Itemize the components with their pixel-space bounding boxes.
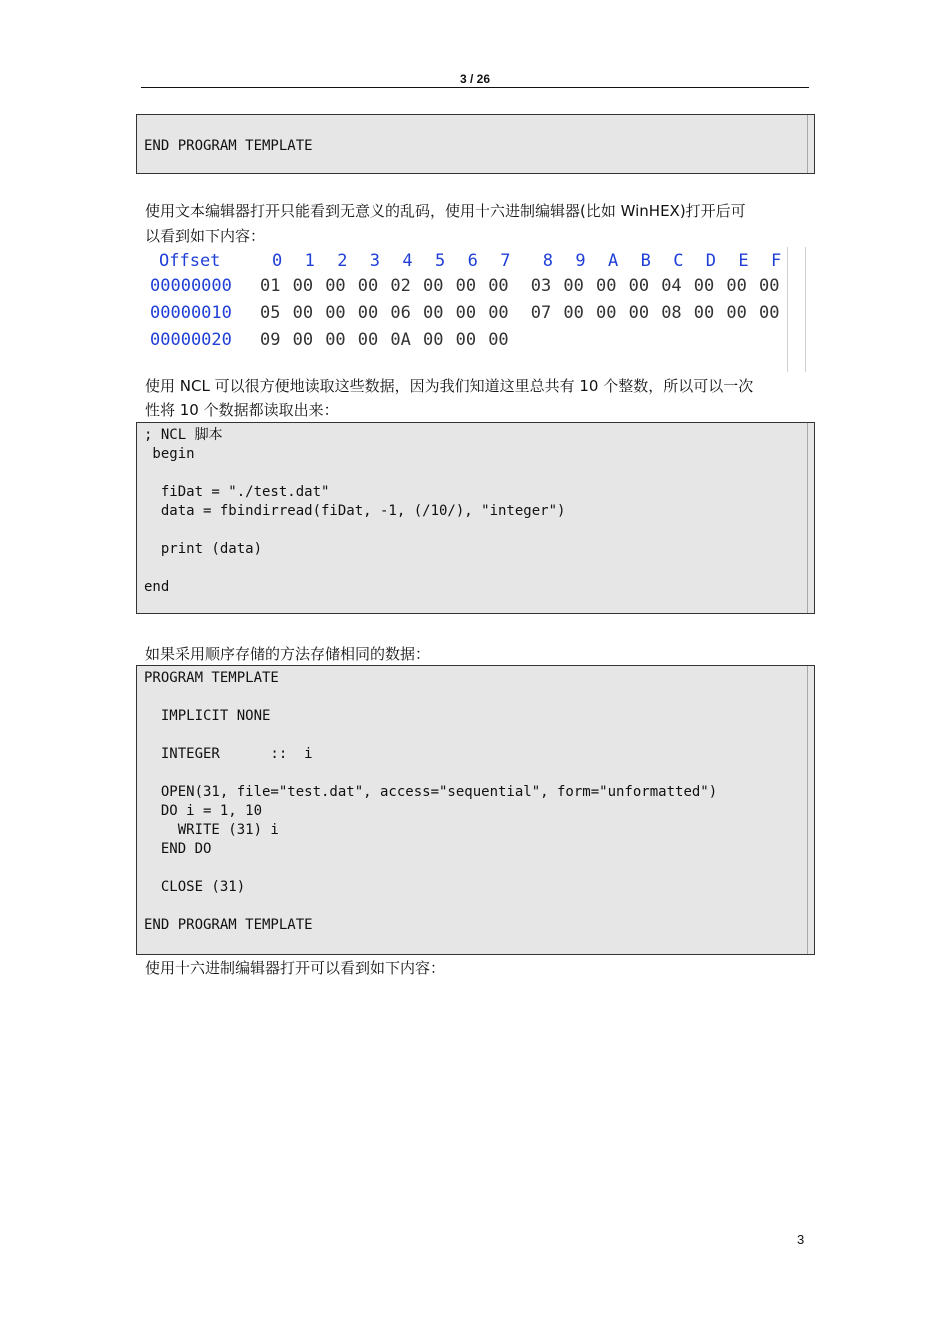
code-line: END DO [144,841,212,857]
hex-byte: 01 [260,276,281,296]
page-number: 3 [797,1232,805,1247]
hex-byte: 00 [357,276,379,296]
hex-byte: 00 [488,303,509,323]
hex-byte: 00 [325,303,346,323]
hex-byte: 00 [628,303,650,323]
hex-byte: 03 [530,276,552,296]
hex-byte: 00 [292,276,314,296]
code-line: fiDat = "./test.dat" [144,484,330,500]
hex-byte: 00 [423,303,444,323]
code-line: END PROGRAM TEMPLATE [144,917,313,933]
code-line: INTEGER :: i [144,746,313,762]
hex-byte: 00 [423,276,444,296]
hex-column-header: 5 [435,251,446,271]
hex-address: 00000000 [150,276,232,296]
hex-column-header: 7 [500,251,511,271]
code-box-2 [136,422,815,614]
code-line: begin [144,446,195,462]
hex-offset-label: Offset [159,251,221,271]
code-line: PROGRAM TEMPLATE [144,670,279,686]
hex-column-header: 9 [575,251,586,271]
hex-column-header: C [673,251,684,271]
hex-byte: 00 [759,276,780,296]
hex-byte: 00 [563,276,584,296]
hex-column-header: 2 [337,251,348,271]
hex-byte: 00 [455,276,477,296]
hex-byte: 07 [530,303,552,323]
hex-editor-view [145,247,809,372]
code-line: data = fbindirread(fiDat, -1, (/10/), "integer") [144,503,566,519]
hex-byte: 04 [661,276,682,296]
hex-byte: 08 [661,303,682,323]
hex-byte: 00 [563,303,584,323]
code-box-3 [136,665,815,955]
hex-column-header: 0 [272,251,283,271]
hex-byte: 00 [455,303,477,323]
code-line: DO i = 1, 10 [144,803,263,819]
code-line: end [144,579,170,595]
hex-byte: 00 [693,303,715,323]
page-header: 3 / 26 [459,72,491,86]
hex-byte: 02 [390,276,411,296]
hex-divider [805,247,806,372]
hex-byte: 00 [596,276,617,296]
hex-byte: 00 [325,276,346,296]
code-line: print (data) [144,541,263,557]
hex-column-header: 6 [467,251,478,271]
hex-column-header: D [705,251,717,271]
hex-byte: 00 [693,276,715,296]
header-rule [141,87,809,88]
hex-column-header: 4 [402,251,413,271]
hex-byte: 00 [759,303,780,323]
code-line: CLOSE (31) [144,879,246,895]
hex-byte: 00 [292,303,314,323]
hex-column-header: B [640,251,651,271]
code-line: IMPLICIT NONE [144,708,271,724]
hex-row [145,276,785,298]
code-box-1 [136,114,815,174]
hex-byte: 0A [390,330,411,350]
hex-column-header: 1 [304,251,315,271]
hex-byte: 00 [455,330,477,350]
hex-column-header: 3 [369,251,381,271]
hex-byte: 00 [488,330,509,350]
hex-byte: 00 [628,276,650,296]
hex-row [145,303,785,325]
paragraph-1-line-1: 使用文本编辑器打开只能看到无意义的乱码，使用十六进制编辑器(比如 WinHEX)打开后可 [145,202,746,220]
hex-byte: 06 [390,303,411,323]
hex-byte: 00 [292,330,314,350]
hex-address: 00000010 [150,303,232,323]
code-line: ; NCL 脚本 [144,427,223,443]
hex-byte: 00 [726,303,747,323]
hex-byte: 00 [357,303,379,323]
code-line: WRITE (31) i [144,822,279,838]
hex-header-row [145,251,805,273]
code-line: END PROGRAM TEMPLATE [144,138,313,154]
hex-row [145,330,785,352]
hex-column-header: 8 [542,251,554,271]
hex-byte: 00 [423,330,444,350]
hex-column-header: E [738,251,749,271]
hex-byte: 00 [726,276,747,296]
hex-address: 00000020 [150,330,232,350]
paragraph-4: 使用十六进制编辑器打开可以看到如下内容： [145,959,446,977]
hex-byte: 05 [260,303,281,323]
paragraph-2-line-1: 使用 NCL 可以很方便地读取这些数据，因为我们知道这里总共有 10 个整数，所以可以一次 [145,377,754,395]
hex-byte: 00 [488,276,509,296]
hex-byte: 09 [260,330,281,350]
hex-byte: 00 [357,330,379,350]
hex-byte: 00 [596,303,617,323]
paragraph-3: 如果采用顺序存储的方法存储相同的数据： [145,645,431,663]
paragraph-2-line-2: 性将 10 个数据都读取出来： [145,401,339,419]
hex-column-header: F [771,251,782,271]
paragraph-1-line-2: 以看到如下内容： [145,227,266,245]
code-line: OPEN(31, file="test.dat", access="sequential", form="unformatted") [144,784,718,800]
hex-byte: 00 [325,330,346,350]
hex-column-header: A [608,251,619,271]
